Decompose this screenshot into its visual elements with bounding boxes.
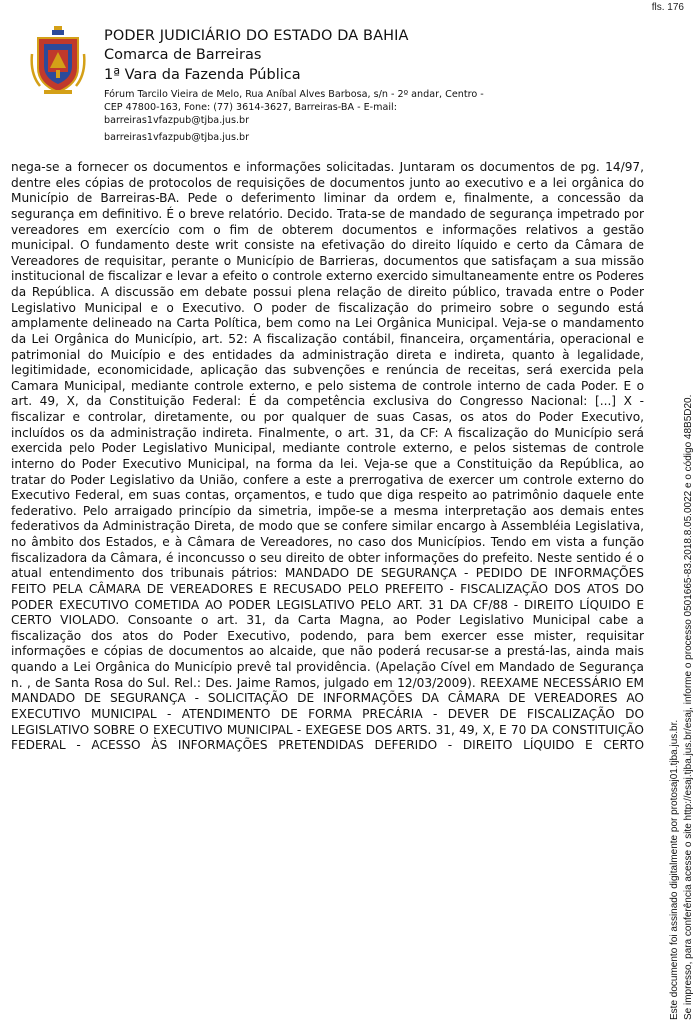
- court-name: PODER JUDICIÁRIO DO ESTADO DA BAHIA: [104, 28, 409, 44]
- decision-body-text: nega-se a fornecer os documentos e informações solicitadas. Juntaram os documentos de pg. 14/97, dentre eles cópias de protocolos de requisições de documentos junto ao executivo e a lei orgânica do Município de Barreiras-BA. Pede o deferimento liminar da ordem e, finalmente, a concessão da segurança em definitivo. É o breve relatório. Decido. Trata-se de mandado de segurança impetrado por vereadores em exercício com o fim de obterem documentos e informações relativos a gestão municipal. O fundamento deste writ consiste na efetivação do direito líquido e certo da Câmara de Vereadores de requisitar, perante o Município de Barrieras, documentos que satisfaçam a sua missão institucional de fiscalizar e levar a efeito o controle externo exercido simultaneamente entre os Poderes da República. A discussão em debate possui plena relação de direito público, travada entre o Poder Legislativo Municipal e o Executivo. O poder de fiscalização do primeiro sobre o segundo está amplamente delineado na Carta Política, bem como na Lei Orgânica Municipal. Veja-se o mandamento da Lei Orgânica do Município, art. 52: A fiscalização contábil, financeira, orçamentária, operacional e patrimonial do Muicípio e des entidades da administração direta e indireta, quanto à legalidade, legitimidade, economicidade, aplicação das subvenções e renúncia de receitas, será exercida pela Camara Municipal, mediante controle externo, e pelo sistema de controle interno de cada Poder. E o art. 49, X, da Constituição Federal: É da competência exclusiva do Congresso Nacional: [...] X - fiscalizar e controlar, diretamente, ou por qualquer de suas Casas, os atos do Poder Executivo, incluídos os da administração indireta. Finalmente, o art. 31, da CF: A fiscalização do Município será exercida pelo Poder Legislativo Municipal, mediante controle externo, e pelos sistemas de controle interno do Poder Executivo Municipal, na forma da lei. Veja-se que a Constituição da República, ao tratar do Poder Legislativo da União, confere a este a prerrogativa de exercer um controle externo do Executivo Federal, em suas contas, orçamentos, e tudo que diga respeito ao patrimônio daquele ente federativo. Pelo arraigado princípio da simetria, impõe-se a mesma interpretação aos demais entes federativos da Administração Direta, de modo que se confere similar encargo à Assembléia Legislativa, no âmbito dos Estados, e à Câmara de Vereadores, no caso dos Municípios. Tendo em vista a função fiscalizadora da Câmara, é inconcusso o seu direito de obter informações do prefeito. Neste sentido é o atual entendimento dos tribunais pátrios: MANDADO DE SEGURANÇA - PEDIDO DE INFORMAÇÕES FEITO PELA CÂMARA DE VEREADORES E RECUSADO PELO PREFEITO - FISCALIZAÇÃO DOS ATOS DO PODER EXECUTIVO COMETIDA AO PODER LEGISLATIVO PELO ART. 31 DA CF/88 - DIREITO LÍQUIDO E CERTO VIOLADO. Consoante o art. 31, da Carta Magna, ao Poder Legislativo Municipal cabe a fiscalização dos atos do Poder Executivo, podendo, para bem exercer esse mister, requisitar informações e cópias de documentos ao alcaide, que não poderá recusar-se a prestá-las, ainda mais quando a Lei Orgânica do Município prevê tal providência. (Apelação Cível em Mandado de Segurança n. , de Santa Rosa do Sul. Rel.: Des. Jaime Ramos, julgado em 12/03/2009). REEXAME NECESSÁRIO EM MANDADO DE SEGURANÇA - SOLICITAÇÃO DE INFORMAÇÕES DA CÂMARA DE VEREADORES AO EXECUTIVO MUNICIPAL - ATENDIMENTO DE FORMA PRECÁRIA - DEVER DE FISCALIZAÇÃO DO LEGISLATIVO SOBRE O EXECUTIVO MUNICIPAL - EXEGESE DOS ARTS. 31, 49, X, E 70 DA CONSTITUIÇÃO FEDERAL - ACESSO ÀS INFORMAÇÕES PRETENDIDAS DEFERIDO - DIREITO LÍQUIDO E CERTO: [11, 160, 644, 753]
- court-header: [104, 27, 484, 145]
- signature-line-2: Se impresso, para conferência acesse o site http://esaj.tjba.jus.br/esaj, informe o processo 0501665-83.2018.8.05.0022 e o código 48B5D20.: [683, 394, 694, 1020]
- page-number: fls. 176: [651, 2, 684, 13]
- signature-line-1: Este documento foi assinado digitalmente por protosaj01.tjba.jus.br.: [669, 719, 680, 1020]
- court-address: Fórum Tarcilo Vieira de Melo, Rua Aníbal Alves Barbosa, s/n - 2º andar, Centro - CEP 47800-163, Fone: (77) 3614-3627, Barreiras-BA - E-mail: barreiras1vfazpub@tjba.jus.br: [104, 89, 484, 126]
- digital-signature-note: [668, 260, 696, 1020]
- vara-name: 1ª Vara da Fazenda Pública: [104, 67, 301, 83]
- comarca-name: Comarca de Barreiras: [104, 47, 262, 63]
- court-email: barreiras1vfazpub@tjba.jus.br: [104, 132, 250, 144]
- court-crest-logo: [30, 24, 86, 98]
